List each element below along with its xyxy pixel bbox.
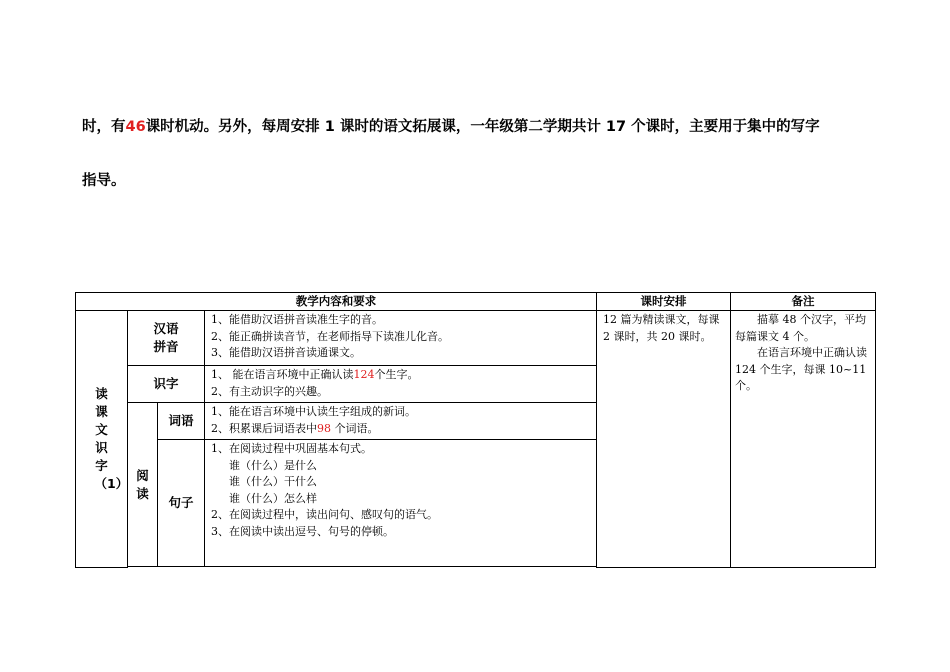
paragraph-line-1 <box>82 117 820 137</box>
paragraph-line-2-text: 指导。 <box>82 173 126 189</box>
ciyu-label: 词语 <box>168 413 194 428</box>
schedule-cell <box>597 311 731 568</box>
table-row-pinyin <box>76 311 876 366</box>
juzi-label-cell <box>158 440 205 567</box>
header-schedule: 课时安排 <box>597 293 731 311</box>
paragraph-line-1-start: 时，有 <box>82 119 126 135</box>
list-item: 1、能借助汉语拼音读准生字的音。 <box>211 313 383 326</box>
ciyu-items <box>205 403 597 440</box>
shizi-label: 识字 <box>153 376 179 391</box>
highlighted-number: 46 <box>125 119 146 135</box>
ciyu-label-cell <box>158 403 205 440</box>
list-item: 谁（什么）是什么 <box>229 458 317 472</box>
shizi-items <box>205 366 597 403</box>
curriculum-table <box>75 292 876 568</box>
table-header-row <box>76 293 876 311</box>
pinyin-label-cell <box>128 311 205 366</box>
yuedu-label: 阅读 <box>136 467 149 501</box>
list-item: 2、能正确拼读音节，在老师指导下读准儿化音。 <box>211 329 449 343</box>
ciyu-item2-end: 个词语。 <box>331 421 379 435</box>
main-category-label: 读课文识字（1） <box>94 385 129 491</box>
juzi-label: 句子 <box>168 495 194 510</box>
list-item: 谁（什么）干什么 <box>229 475 317 488</box>
paragraph-line-1-end: 课时机动。另外，每周安排 1 课时的语文拓展课，一年级第二学期共计 17 个课时，主要用于集中的写字 <box>145 119 820 135</box>
ciyu-item2-start: 2、积累课后词语表中 <box>211 421 317 435</box>
header-notes: 备注 <box>731 293 876 311</box>
list-item: 1、能在语言环境中认读生字组成的新词。 <box>211 405 416 418</box>
list-item: 2、有主动识字的兴趣。 <box>211 384 328 398</box>
list-item: 3、能借助汉语拼音读通课文。 <box>211 346 361 359</box>
ciyu-count: 98 <box>317 421 331 435</box>
shizi-item1-end: 个生字。 <box>374 368 419 381</box>
header-content: 教学内容和要求 <box>76 293 597 311</box>
list-item: 1、在阅读过程中巩固基本句式。 <box>211 442 372 455</box>
juzi-items <box>205 440 597 567</box>
notes-cell <box>731 311 876 568</box>
list-item: 3、在阅读中读出逗号、句号的停顿。 <box>211 524 394 538</box>
yuedu-label-cell <box>128 403 158 567</box>
notes-line-1: 描摹 48 个汉字，平均每篇课文 4 个。 <box>735 313 866 343</box>
shizi-label-cell <box>128 366 205 403</box>
shizi-count: 124 <box>353 368 375 381</box>
list-item <box>211 367 592 384</box>
schedule-text: 12 篇为精读课文，每课 2 课时，共 20 课时。 <box>603 313 720 343</box>
pinyin-label: 汉语拼音 <box>153 321 179 354</box>
paragraph-line-2 <box>82 171 126 191</box>
list-item: 谁（什么）怎么样 <box>229 491 317 505</box>
main-category-cell <box>76 311 128 568</box>
list-item <box>211 421 592 438</box>
shizi-item1-start: 1、 能在语言环境中正确认读 <box>211 368 354 381</box>
list-item: 2、在阅读过程中，读出问句、感叹句的语气。 <box>211 508 438 521</box>
pinyin-items <box>205 311 597 366</box>
notes-line-2: 在语言环境中正确认读 124 个生字，每课 10~11 个。 <box>735 346 867 392</box>
